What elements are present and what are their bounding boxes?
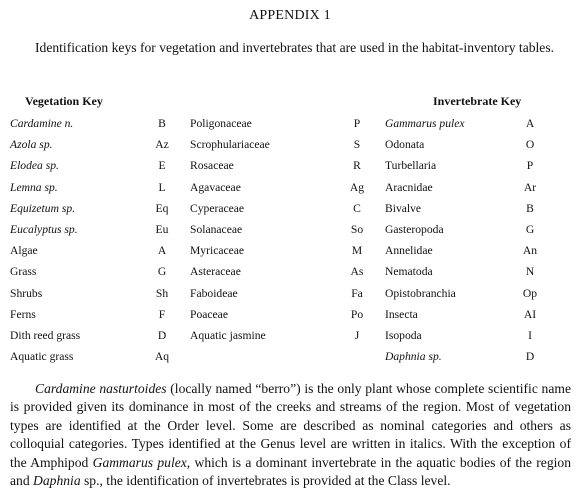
key-code-col1: Az (155, 138, 169, 152)
explanatory-paragraph (10, 380, 571, 490)
key-code-col2: P (353, 117, 361, 130)
para-text-3: sp., the identification of invertebrates is provided at the Class level. (80, 473, 451, 489)
key-code-col2: As (350, 265, 364, 279)
key-code-col3: AI (523, 307, 537, 321)
key-code-col3: N (525, 265, 535, 279)
key-code-col1: E (158, 159, 166, 173)
key-code-col2: M (351, 244, 363, 258)
key-name-col3: Annelidae (385, 244, 433, 258)
key-code-col3: Op (522, 286, 538, 300)
key-name-col3: Insecta (385, 307, 418, 321)
key-code-col3: P (526, 159, 534, 173)
key-code-col3: Ar (523, 180, 537, 194)
key-name-col2: Solanaceae (190, 223, 243, 236)
key-name-col2: Scrophulariaceae (190, 138, 270, 152)
key-code-col3: A (525, 117, 535, 130)
key-name-col1: Dith reed grass (10, 329, 81, 342)
key-name-col3: Daphnia sp. (385, 350, 442, 364)
key-name-col1: Eucalyptus sp. (10, 223, 78, 236)
key-name-col3: Odonata (385, 138, 425, 152)
key-name-col2: Myricaceae (190, 244, 245, 258)
key-name-col3: Gammarus pulex (385, 117, 465, 130)
key-name-col1: Algae (10, 244, 38, 258)
key-code-col3: I (528, 329, 532, 342)
key-name-col3: Nematoda (385, 265, 433, 279)
key-code-col3: An (522, 244, 538, 258)
key-code-col2: So (350, 223, 364, 236)
key-name-col3: Isopoda (385, 329, 422, 342)
key-code-col2: S (353, 138, 361, 152)
key-name-col1: Azola sp. (10, 138, 53, 152)
key-code-col1: Sh (155, 286, 169, 300)
key-code-col2: Ag (349, 180, 365, 194)
key-name-col3: Bivalve (385, 201, 422, 215)
key-name-col2: Poligonaceae (190, 117, 252, 130)
key-code-col2: C (353, 201, 361, 215)
key-code-col1: Eq (155, 201, 169, 215)
key-code-col3: B (526, 201, 534, 215)
key-name-col1: Cardamine n. (10, 117, 74, 130)
para-italic-gammarus: Gammarus pulex (92, 454, 187, 470)
key-name-col2: Poaceae (190, 307, 228, 321)
key-code-col1: F (158, 307, 166, 321)
key-code-col1: Eu (155, 223, 169, 236)
key-name-col1: Lemna sp. (10, 180, 58, 194)
key-code-col2: J (354, 329, 360, 342)
key-name-col3: Turbellaria (385, 159, 437, 173)
key-name-col2: Agavaceae (190, 180, 241, 194)
key-name-col3: Gasteropoda (385, 223, 444, 236)
key-code-col1: D (157, 329, 167, 342)
para-italic-cardamine: Cardamine nasturtoides (35, 381, 167, 396)
key-code-col1: Aq (154, 350, 170, 364)
key-name-col3: Aracnidae (385, 180, 433, 194)
key-code-col2: Fa (351, 286, 363, 300)
key-code-col1: G (157, 265, 167, 279)
para-text-2: , which is a dominant invertebrate in the aquatic bodies of the region and (10, 454, 571, 489)
key-name-col1: Ferns (10, 307, 36, 321)
invertebrate-key-title: Invertebrate Key (433, 94, 522, 108)
key-code-col2: Po (350, 307, 364, 321)
key-name-col1: Grass (10, 265, 37, 279)
para-text-1: (locally named “berro”) is the only plant whose complete scientific name is provided given its dominance in most of the creeks and streams of the region. Most of vegetation types are identified at the Order level. Some are described as nominal categories and others as colloquial categories. Types identified at the Genus level are written in italics. With the exception of the Amphipod (10, 381, 571, 470)
key-code-col3: O (525, 138, 535, 152)
key-name-col2: Asteraceae (190, 265, 241, 279)
key-code-col3: G (525, 223, 535, 236)
key-name-col1: Aquatic grass (10, 350, 74, 364)
key-name-col2: Aquatic jasmine (190, 329, 266, 342)
key-name-col3: Opistobranchia (385, 286, 456, 300)
key-code-col2: R (353, 159, 361, 173)
key-code-col1: L (158, 180, 166, 194)
key-name-col2: Cyperaceae (190, 201, 245, 215)
key-name-col2: Rosaceae (190, 159, 234, 173)
intro-text: Identification keys for vegetation and invertebrates that are used in the habitat-inventory tables. (35, 40, 555, 55)
key-name-col1: Elodea sp. (10, 159, 59, 173)
para-italic-daphnia: Daphnia (33, 473, 81, 489)
key-code-col1: A (157, 244, 167, 258)
key-code-col1: B (158, 117, 166, 130)
key-code-col3: D (525, 350, 535, 364)
key-name-col2: Faboideae (190, 286, 238, 300)
key-name-col1: Equizetum sp. (10, 201, 76, 215)
appendix-heading: APPENDIX 1 (249, 8, 331, 23)
key-name-col1: Shrubs (10, 286, 43, 300)
vegetation-key-title: Vegetation Key (25, 94, 103, 108)
